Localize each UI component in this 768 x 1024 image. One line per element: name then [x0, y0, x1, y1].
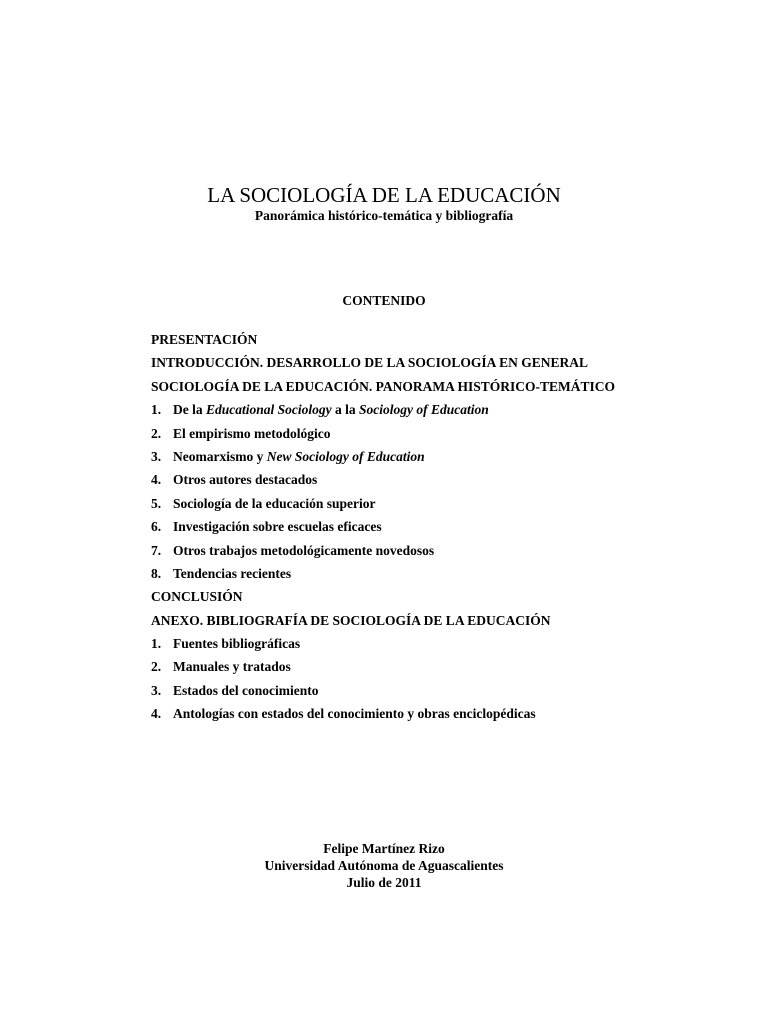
toc-item-text: Sociología de la educación superior [173, 495, 376, 511]
toc-item-text: Tendencias recientes [173, 565, 292, 581]
toc-subitem [151, 401, 691, 424]
toc-section [151, 588, 691, 611]
toc-item-text: CONCLUSIÓN [151, 589, 243, 605]
document-title: LA SOCIOLOGÍA DE LA EDUCACIÓN [207, 183, 561, 207]
toc-item-number: 6. [151, 519, 162, 535]
toc-item-text: a la [331, 402, 360, 418]
toc-item-text: El empirismo metodológico [173, 425, 331, 441]
toc-subitem [151, 658, 691, 681]
toc-item-number: 2. [151, 659, 162, 675]
toc-subitem [151, 518, 691, 541]
contents-heading: CONTENIDO [342, 293, 426, 308]
toc-item-text: ANEXO. BIBLIOGRAFÍA DE SOCIOLOGÍA DE LA EDUCACIÓN [151, 612, 551, 628]
toc-item-italic-text: New Sociology of Education [266, 448, 425, 464]
toc-item-number: 8. [151, 565, 162, 581]
author-block [0, 840, 768, 891]
toc-item-text: INTRODUCCIÓN. DESARROLLO DE LA SOCIOLOGÍA EN GENERAL [151, 355, 588, 371]
toc-item-italic-text: Sociology of Education [359, 402, 489, 418]
toc-item-text: Investigación sobre escuelas eficaces [173, 519, 382, 535]
toc-subitem [151, 635, 691, 658]
table-of-contents [151, 331, 691, 729]
toc-item-number: 4. [151, 706, 162, 722]
toc-item-text: Neomarxismo y [173, 448, 267, 464]
toc-subitem [151, 425, 691, 448]
toc-item-text: SOCIOLOGÍA DE LA EDUCACIÓN. PANORAMA HISTÓRICO-TEMÁTICO [151, 378, 616, 394]
toc-item-text: Fuentes bibliográficas [173, 636, 301, 652]
document-subtitle: Panorámica histórico-temática y bibliografía [254, 208, 514, 223]
toc-subitem [151, 471, 691, 494]
publication-date: Julio de 2011 [346, 875, 422, 890]
toc-item-number: 3. [151, 682, 162, 698]
toc-subitem [151, 448, 691, 471]
toc-item-number: 3. [151, 448, 162, 464]
toc-item-italic-text: Educational Sociology [206, 402, 332, 418]
toc-subitem [151, 542, 691, 565]
toc-subitem [151, 705, 691, 728]
toc-item-text: De la [173, 402, 206, 418]
toc-item-text: Otros trabajos metodológicamente novedosos [173, 542, 435, 558]
toc-item-text: Manuales y tratados [173, 659, 291, 675]
toc-item-number: 2. [151, 425, 162, 441]
toc-item-text: Otros autores destacados [173, 472, 318, 488]
toc-item-text: Estados del conocimiento [173, 682, 319, 698]
toc-item-number: 5. [151, 495, 162, 511]
toc-section [151, 612, 691, 635]
toc-section [151, 378, 691, 401]
toc-item-text: Antologías con estados del conocimiento y obras enciclopédicas [173, 706, 536, 722]
toc-item-number: 4. [151, 472, 162, 488]
toc-section [151, 354, 691, 377]
toc-subitem [151, 682, 691, 705]
toc-item-text: PRESENTACIÓN [151, 332, 258, 347]
author-name: Felipe Martínez Rizo [323, 841, 445, 856]
toc-section [151, 331, 691, 354]
toc-item-number: 7. [151, 542, 162, 558]
toc-item-number: 1. [151, 402, 162, 418]
toc-item-number: 1. [151, 636, 162, 652]
toc-subitem [151, 565, 691, 588]
author-institution: Universidad Autónoma de Aguascalientes [264, 858, 504, 873]
toc-subitem [151, 495, 691, 518]
